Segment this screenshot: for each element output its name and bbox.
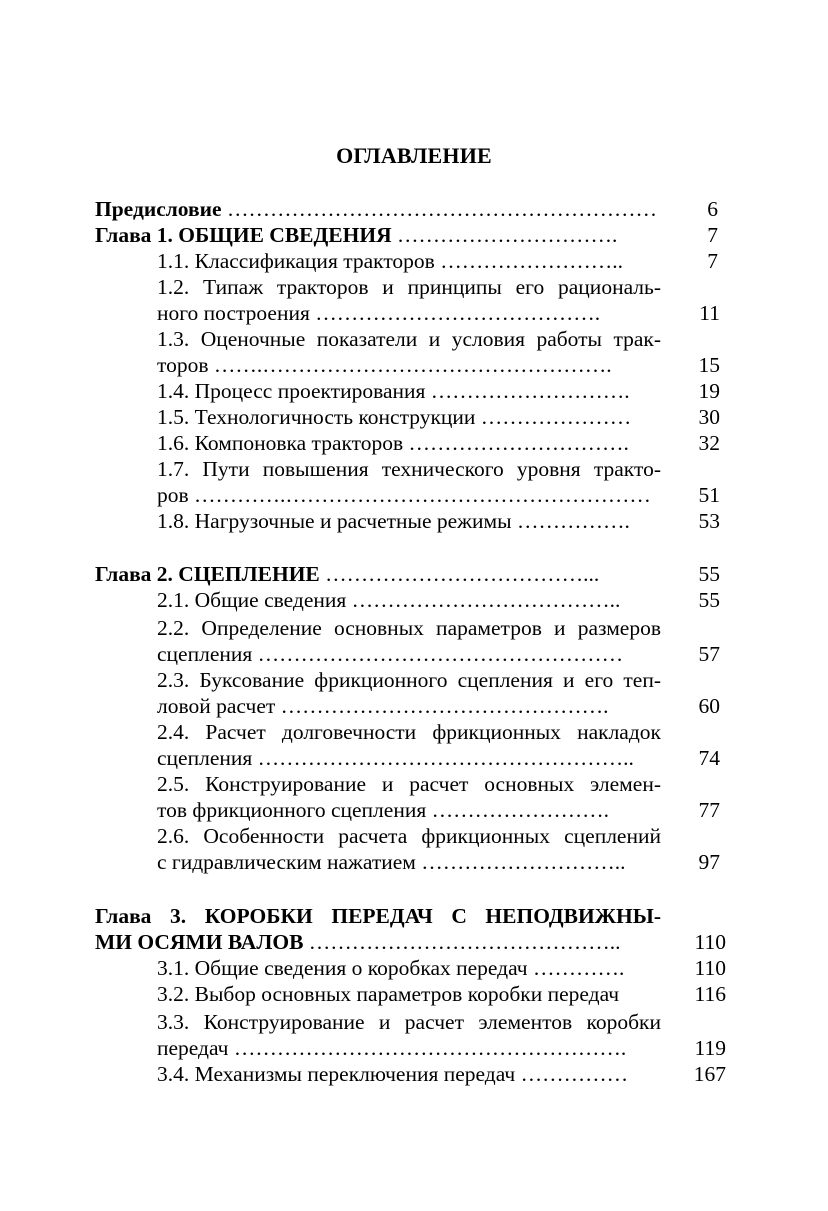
- toc-entry-2-5-cont[interactable]: тов фрикционного сцепления …………………….: [157, 798, 609, 822]
- toc-entry-chapter-3-cont[interactable]: [95, 929, 621, 955]
- toc-entry-1-2[interactable]: 1.2. Типаж тракторов и принципы его рациональ-: [157, 275, 661, 299]
- page-number: 7: [707, 223, 718, 247]
- toc-entry-chapter-1[interactable]: [95, 222, 617, 248]
- page-number: 110: [694, 956, 726, 980]
- page-number: 51: [698, 483, 720, 507]
- page-number: 30: [698, 405, 720, 429]
- page-number: 7: [707, 249, 718, 273]
- toc-entry-1-7[interactable]: 1.7. Пути повышения технического уровня тракто-: [157, 457, 661, 481]
- page-title: ОГЛАВЛЕНИЕ: [336, 143, 492, 168]
- page-number: 32: [698, 431, 720, 455]
- entry-dots: ………………………….: [396, 223, 618, 247]
- entry-dots: ………………………………...: [325, 562, 600, 586]
- page-number: 55: [698, 562, 720, 586]
- page-number: 19: [698, 379, 720, 403]
- toc-entry-3-3[interactable]: 3.3. Конструирование и расчет элементов коробки: [157, 1010, 661, 1034]
- page-number: 53: [698, 509, 720, 533]
- entry-dots: ……………………………………..: [308, 930, 621, 954]
- page-number: 15: [698, 353, 720, 377]
- toc-entry-1-1[interactable]: 1.1. Классификация тракторов ……………………..: [157, 249, 623, 273]
- toc-entry-3-2[interactable]: 3.2. Выбор основных параметров коробки передач: [157, 982, 620, 1006]
- toc-entry-3-1[interactable]: 3.1. Общие сведения о коробках передач ………….: [157, 956, 625, 980]
- entry-dots: ……………………………………………………: [226, 197, 657, 221]
- page-number: 97: [698, 850, 720, 874]
- page-number: 6: [707, 197, 718, 221]
- toc-entry-2-2[interactable]: 2.2. Определение основных параметров и размеров: [157, 616, 661, 640]
- page-number: 77: [698, 798, 720, 822]
- toc-entry-2-6[interactable]: 2.6. Особенности расчета фрикционных сцеплений: [157, 824, 661, 848]
- page-number: 55: [698, 588, 720, 612]
- toc-entry-1-7-cont[interactable]: ров ………….……………………………………………: [157, 483, 651, 507]
- toc-entry-1-6[interactable]: 1.6. Компоновка тракторов ………………………….: [157, 431, 629, 455]
- toc-entry-1-5[interactable]: 1.5. Технологичность конструкции …………………: [157, 405, 632, 429]
- page-number: 74: [698, 746, 720, 770]
- toc-entry-2-2-cont[interactable]: сцепления ……………………………………………: [157, 642, 624, 666]
- toc-entry-1-3[interactable]: 1.3. Оценочные показатели и условия работы трак-: [157, 327, 661, 351]
- toc-entry-preface[interactable]: [95, 196, 657, 222]
- toc-entry-1-2-cont[interactable]: ного построения ………………………………….: [157, 301, 601, 325]
- toc-entry-chapter-2[interactable]: [95, 561, 599, 587]
- toc-entry-2-4-cont[interactable]: сцепления ……………………………………………..: [157, 746, 634, 770]
- page-number: 116: [694, 982, 726, 1006]
- page-number: 57: [698, 642, 720, 666]
- page-number: 110: [694, 930, 726, 954]
- toc-entry-2-5[interactable]: 2.5. Конструирование и расчет основных элемен-: [157, 772, 661, 796]
- toc-entry-3-4[interactable]: 3.4. Механизмы переключения передач ……………: [157, 1062, 629, 1086]
- toc-entry-1-8[interactable]: 1.8. Нагрузочные и расчетные режимы …………….: [157, 509, 630, 533]
- toc-entry-2-1[interactable]: 2.1. Общие сведения ………………………………..: [157, 588, 621, 612]
- page-number: 119: [694, 1036, 726, 1060]
- entry-title: МИ ОСЯМИ ВАЛОВ: [95, 930, 309, 954]
- page-number: 167: [693, 1062, 726, 1086]
- toc-entry-2-3[interactable]: 2.3. Буксование фрикционного сцепления и его теп-: [157, 668, 661, 692]
- page-number: 11: [699, 301, 720, 325]
- entry-title: Предисловие: [95, 197, 227, 221]
- toc-entry-3-3-cont[interactable]: передач ……………………………………………….: [157, 1036, 627, 1060]
- toc-entry-2-4[interactable]: 2.4. Расчет долговечности фрикционных накладок: [157, 720, 661, 744]
- toc-entry-1-3-cont[interactable]: торов …….………………………………………….: [157, 353, 612, 377]
- entry-title: Глава 1. ОБЩИЕ СВЕДЕНИЯ: [95, 223, 397, 247]
- entry-title: Глава 2. СЦЕПЛЕНИЕ: [95, 562, 326, 586]
- page-number: 60: [698, 694, 720, 718]
- toc-entry-2-3-cont[interactable]: ловой расчет ……………………………………….: [157, 694, 609, 718]
- toc-entry-1-4[interactable]: 1.4. Процесс проектирования ……………………….: [157, 379, 630, 403]
- toc-entry-chapter-3[interactable]: Глава 3. КОРОБКИ ПЕРЕДАЧ С НЕПОДВИЖНЫ-: [95, 904, 661, 928]
- toc-entry-2-6-cont[interactable]: с гидравлическим нажатием ………………………..: [157, 850, 626, 874]
